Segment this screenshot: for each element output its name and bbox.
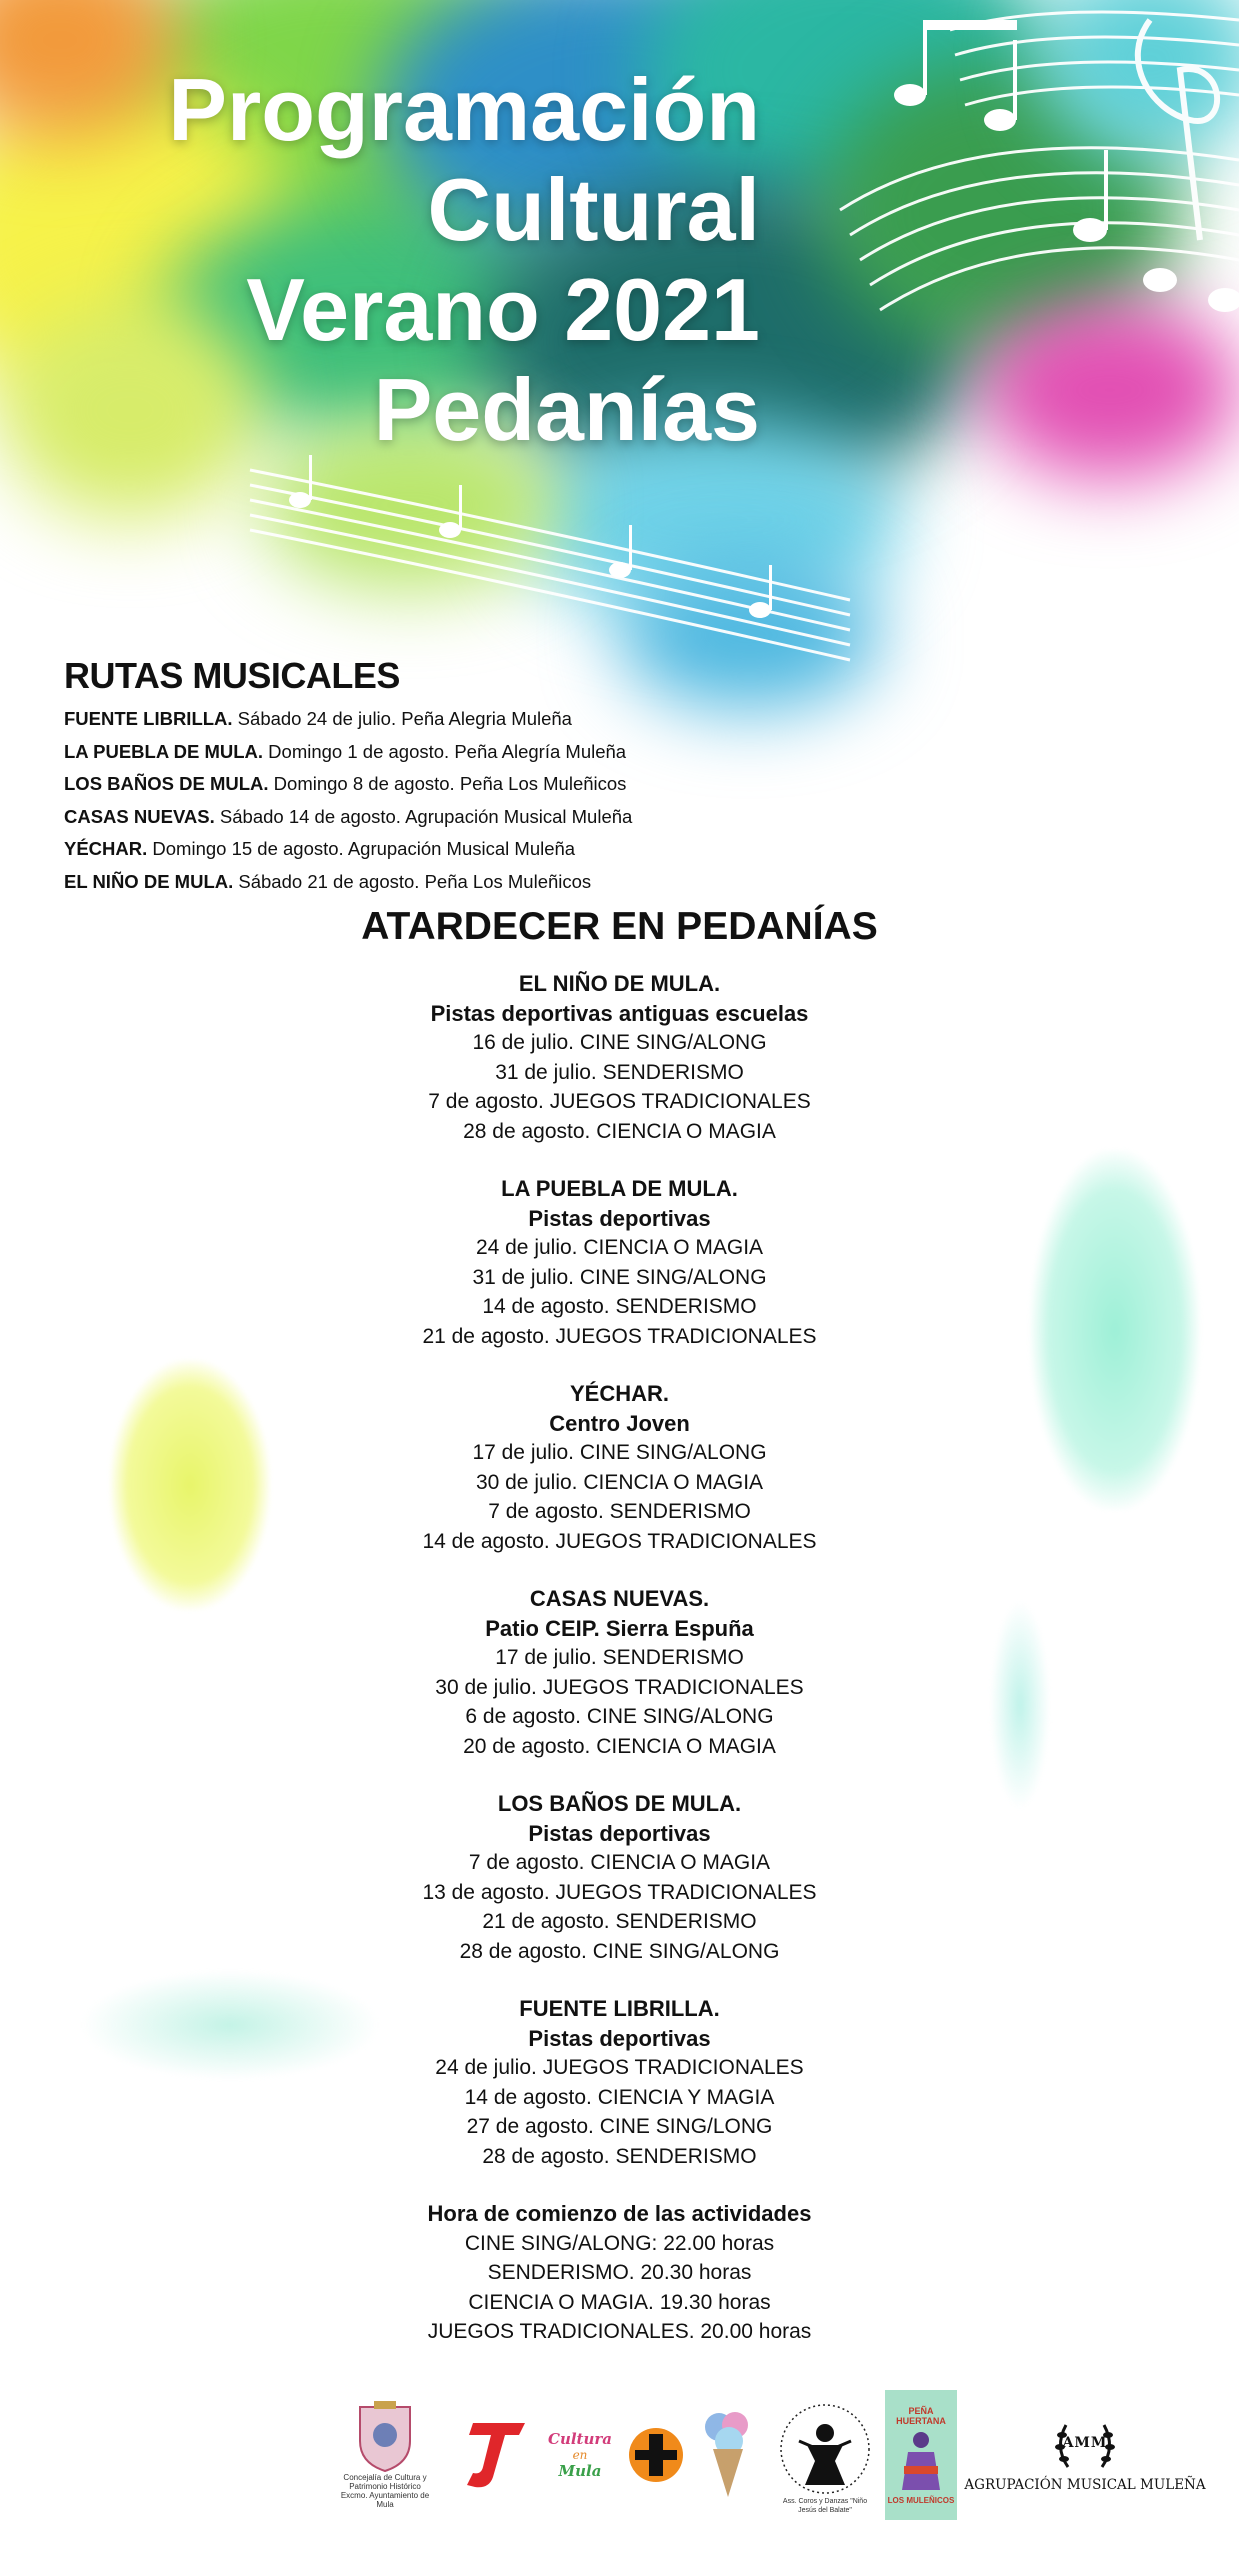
activity-line: 13 de agosto. JUEGOS TRADICIONALES bbox=[422, 1880, 817, 1904]
pedania-name: LA PUEBLA DE MULA. bbox=[501, 1176, 738, 1201]
cultura-en-mula-logo bbox=[545, 2410, 615, 2500]
activity-line: 21 de agosto. SENDERISMO bbox=[482, 1910, 757, 1933]
start-time-line: SENDERISMO. 20.30 horas bbox=[487, 2261, 752, 2284]
ruta-detail: Sábado 24 de julio. Peña Alegria Muleña bbox=[232, 708, 572, 729]
pena-subtitle: LOS MULEÑICOS bbox=[887, 2495, 955, 2505]
start-times-heading: Hora de comienzo de las actividades bbox=[427, 2201, 812, 2226]
pedania-block-fuente-librilla bbox=[0, 1994, 1239, 2171]
activity-line: 6 de agosto. CINE SING/ALONG bbox=[465, 1705, 774, 1728]
coros-text: Ass. Coros y Danzas "Niño Jesús del Balate" bbox=[782, 2497, 868, 2514]
start-time-line: CIENCIA O MAGIA. 19.30 horas bbox=[468, 2290, 771, 2314]
coat-of-arms-icon bbox=[354, 2401, 416, 2473]
activity-line: 30 de julio. CIENCIA O MAGIA bbox=[475, 1470, 764, 1494]
ruta-place: YÉCHAR. bbox=[64, 838, 148, 860]
pedania-name: EL NIÑO DE MULA. bbox=[518, 971, 721, 996]
start-time-line: CINE SING/ALONG: 22.00 horas bbox=[464, 2231, 775, 2255]
ruta-place: EL NIÑO DE MULA. bbox=[64, 870, 234, 892]
ruta-detail: Domingo 1 de agosto. Peña Alegría Muleña bbox=[263, 740, 627, 762]
activity-line: 24 de julio. JUEGOS TRADICIONALES bbox=[435, 2056, 804, 2079]
atardecer-section bbox=[0, 905, 1239, 2347]
ruta-item bbox=[64, 768, 764, 801]
activity-line: 21 de agosto. JUEGOS TRADICIONALES bbox=[422, 1324, 817, 1348]
activity-line: 7 de agosto. SENDERISMO bbox=[488, 1500, 751, 1523]
pedania-block-yechar bbox=[0, 1379, 1239, 1556]
ruta-item bbox=[64, 801, 764, 834]
rutas-musicales-section bbox=[64, 655, 764, 899]
activity-line: 31 de julio. CINE SING/ALONG bbox=[472, 1265, 767, 1289]
concejalia-line: Excmo. Ayuntamiento de Mula bbox=[340, 2491, 430, 2509]
orange-circle-emblem-icon bbox=[627, 2426, 685, 2484]
orange-emblem-logo bbox=[625, 2420, 687, 2490]
start-time-line: JUEGOS TRADICIONALES. 20.00 horas bbox=[427, 2320, 812, 2343]
activity-line: 14 de agosto. CIENCIA Y MAGIA bbox=[464, 2085, 775, 2109]
ruta-item bbox=[64, 866, 764, 899]
agrupacion-musical-mulena-logo bbox=[964, 2400, 1206, 2510]
pedania-venue: Pistas deportivas antiguas escuelas bbox=[430, 1000, 809, 1026]
pedania-block-la-puebla bbox=[0, 1174, 1239, 1351]
watercolour-cone-icon bbox=[701, 2405, 755, 2505]
activity-line: 17 de julio. CINE SING/ALONG bbox=[472, 1441, 767, 1464]
sponsor-logos-row bbox=[0, 2380, 1239, 2540]
pedania-block-los-banos bbox=[0, 1789, 1239, 1966]
start-times-block bbox=[0, 2199, 1239, 2347]
atardecer-heading: ATARDECER EN PEDANÍAS bbox=[361, 905, 878, 948]
title-line-4: Pedanías bbox=[373, 360, 760, 459]
ruta-item bbox=[64, 736, 764, 769]
rutas-heading: RUTAS MUSICALES bbox=[64, 655, 400, 696]
activity-line: 24 de julio. CIENCIA O MAGIA bbox=[475, 1236, 764, 1259]
activity-line: 30 de julio. JUEGOS TRADICIONALES bbox=[435, 1675, 804, 1699]
activity-line: 28 de agosto. SENDERISMO bbox=[482, 2144, 757, 2168]
activity-line: 14 de agosto. SENDERISMO bbox=[482, 1295, 757, 1318]
pedania-venue: Pistas deportivas bbox=[528, 1820, 711, 1846]
activity-line: 31 de julio. SENDERISMO bbox=[495, 1060, 744, 1084]
pedania-venue: Pistas deportivas bbox=[528, 1205, 711, 1231]
activity-line: 20 de agosto. CIENCIA O MAGIA bbox=[463, 1734, 776, 1758]
pedania-block-casas-nuevas bbox=[0, 1584, 1239, 1761]
activity-line: 28 de agosto. CIENCIA O MAGIA bbox=[463, 1119, 776, 1143]
title-line-2: Cultural bbox=[427, 160, 760, 259]
mula-text: Mula bbox=[558, 2462, 602, 2480]
en-text: en bbox=[572, 2448, 588, 2462]
pedania-name: CASAS NUEVAS. bbox=[529, 1586, 710, 1611]
activity-line: 7 de agosto. JUEGOS TRADICIONALES bbox=[428, 1090, 811, 1113]
amm-monogram: AMM bbox=[1062, 2435, 1108, 2451]
colourful-cone-logo bbox=[698, 2400, 758, 2510]
pena-title: PEÑA HUERTANA bbox=[896, 2405, 946, 2426]
ruta-detail: Sábado 21 de agosto. Peña Los Muleñicos bbox=[233, 870, 592, 892]
ruta-place: LA PUEBLA DE MULA. bbox=[64, 740, 264, 762]
ruta-detail: Domingo 8 de agosto. Peña Los Muleñicos bbox=[268, 773, 627, 795]
pedania-venue: Pistas deportivas bbox=[528, 2025, 711, 2051]
activity-line: 28 de agosto. CINE SING/ALONG bbox=[459, 1939, 780, 1963]
agrupacion-name: AGRUPACIÓN MUSICAL MULEÑA bbox=[964, 2477, 1206, 2493]
coros-y-danzas-logo bbox=[775, 2400, 875, 2515]
cultura-text: Cultura bbox=[548, 2430, 612, 2448]
activity-line: 27 de agosto. CINE SING/LONG bbox=[466, 2115, 773, 2138]
pedania-venue: Centro Joven bbox=[549, 1410, 690, 1436]
ayuntamiento-crest-logo bbox=[340, 2380, 430, 2530]
poster-title bbox=[110, 60, 760, 460]
ruta-place: CASAS NUEVAS. bbox=[64, 805, 215, 827]
activity-line: 7 de agosto. CIENCIA O MAGIA bbox=[468, 1851, 771, 1874]
folk-figure-icon bbox=[896, 2426, 946, 2496]
title-line-3: Verano 2021 bbox=[246, 260, 760, 359]
juventud-logo bbox=[455, 2410, 535, 2500]
pedania-name: YÉCHAR. bbox=[569, 1381, 669, 1406]
ruta-place: FUENTE LIBRILLA. bbox=[64, 708, 233, 729]
activity-line: 14 de agosto. JUEGOS TRADICIONALES bbox=[422, 1529, 817, 1553]
concejalia-line: Concejalía de Cultura y bbox=[343, 2473, 427, 2482]
ruta-item bbox=[64, 833, 764, 866]
ruta-place: LOS BAÑOS DE MULA. bbox=[64, 773, 269, 795]
activity-line: 17 de julio. SENDERISMO bbox=[495, 1646, 744, 1669]
red-j-icon bbox=[459, 2415, 531, 2495]
pedania-name: LOS BAÑOS DE MULA. bbox=[497, 1791, 742, 1816]
concejalia-line: Patrimonio Histórico bbox=[349, 2482, 421, 2491]
pedania-venue: Patio CEIP. Sierra Espuña bbox=[485, 1615, 754, 1641]
ruta-detail: Domingo 15 de agosto. Agrupación Musical Muleña bbox=[147, 838, 576, 860]
title-line-1: Programación bbox=[168, 60, 760, 159]
pedania-block-el-nino bbox=[0, 969, 1239, 1146]
dancer-silhouette-icon bbox=[777, 2401, 873, 2497]
ruta-item bbox=[64, 703, 764, 736]
pena-los-mulenicos-logo bbox=[885, 2390, 957, 2520]
ruta-detail: Sábado 14 de agosto. Agrupación Musical Muleña bbox=[214, 805, 633, 827]
activity-line: 16 de julio. CINE SING/ALONG bbox=[472, 1031, 767, 1054]
pedania-name: FUENTE LIBRILLA. bbox=[519, 1996, 720, 2021]
